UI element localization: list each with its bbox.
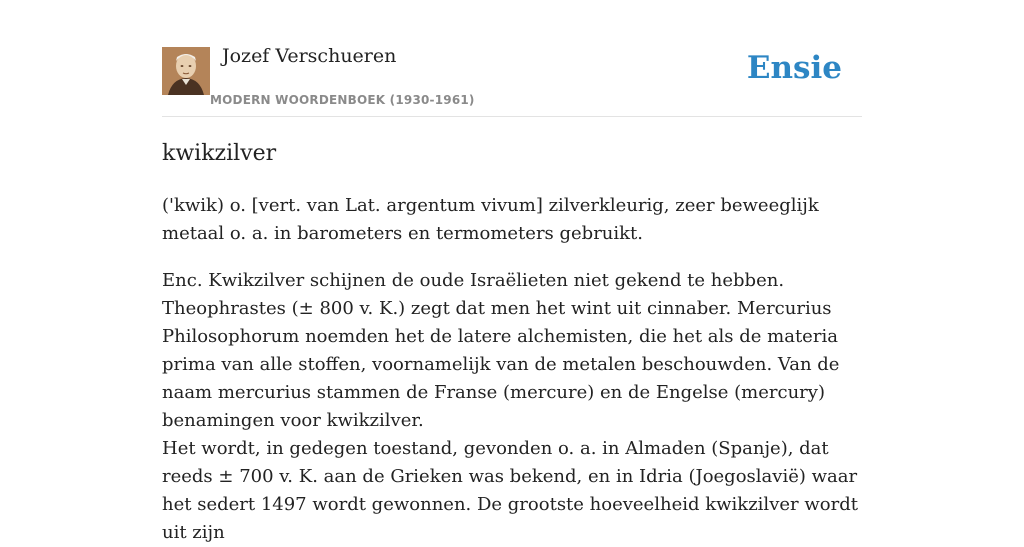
entry-paragraph: Het wordt, in gedegen toestand, gevonden o. a. in Almaden (Spanje), dat reeds ± 700 v. K. aan de Grieken was bekend, en in Idria (Joegoslavië) waar het sedert 1497 wordt gewonnen. De grootste hoeveelheid kwikzilver wordt uit zijn xyxy=(162,438,858,543)
entry-paragraph: Enc. Kwikzilver schijnen de oude Israëlieten niet gekend te hebben. Theophrastes (± 800 v. K.) zegt dat men het wint uit cinnaber. Mercurius Philosophorum noemden het de latere alchemisten, die het als de materia prima van alle stoffen, voornamelijk van de metalen beschouwden. Van de naam mercurius stammen de Franse (mercure) en de Engelse (mercury) benamingen voor kwikzilver. xyxy=(162,270,840,431)
author-name[interactable]: Jozef Verschueren xyxy=(222,45,397,67)
portrait-image xyxy=(162,47,210,95)
site-logo[interactable]: Ensie xyxy=(746,50,842,86)
article-header xyxy=(162,0,862,117)
article xyxy=(162,0,862,543)
author-avatar[interactable] xyxy=(162,47,210,95)
entry-definition: ('kwik) o. [vert. van Lat. argentum vivum] zilverkleurig, zeer beweeglijk metaal o. a. in barometers en termometers gebruikt. xyxy=(162,195,819,244)
entry-title: kwikzilver xyxy=(162,141,277,166)
source-label[interactable]: MODERN WOORDENBOEK (1930-1961) xyxy=(210,93,475,107)
